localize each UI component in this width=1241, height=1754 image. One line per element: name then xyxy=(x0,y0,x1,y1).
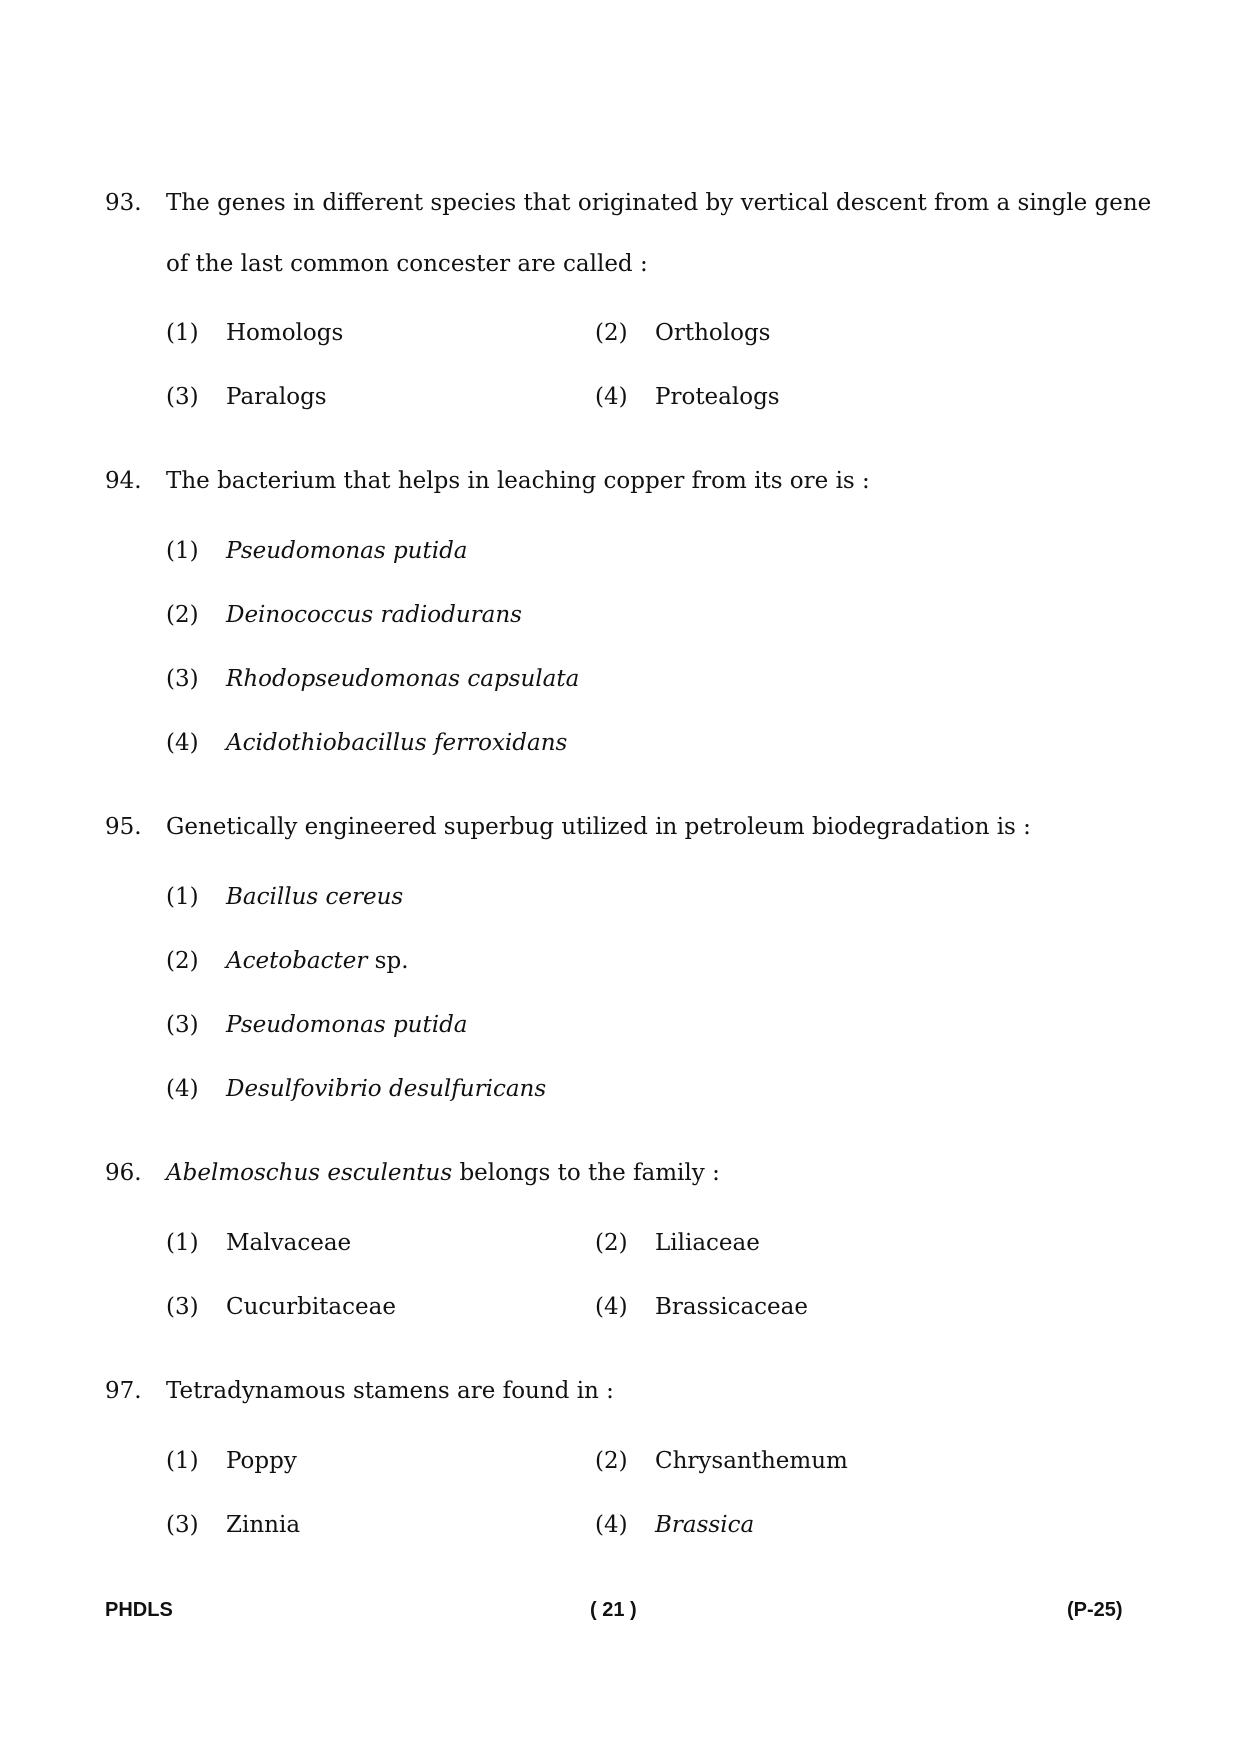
footer-paper-code: (P-25) xyxy=(1067,1599,1123,1621)
option-number: (4) xyxy=(595,384,628,410)
option-text: Brassicaceae xyxy=(655,1294,808,1320)
option-text-italic: Acetobacter xyxy=(226,948,368,974)
question-stem: Genetically engineered superbug utilized in petroleum biodegradation is : xyxy=(166,814,1031,840)
question-stem-rest: belongs to the family : xyxy=(452,1160,720,1186)
option-text: Rhodopseudomonas capsulata xyxy=(226,666,580,692)
question-number: 95. xyxy=(105,814,142,840)
option-text: Paralogs xyxy=(226,384,327,410)
question-number: 97. xyxy=(105,1378,142,1404)
option-number: (2) xyxy=(166,948,199,974)
footer-code: PHDLS xyxy=(105,1599,173,1621)
option-text: Liliaceae xyxy=(655,1230,760,1256)
option-text: Homologs xyxy=(226,320,344,346)
option-number: (3) xyxy=(166,1512,199,1538)
option-text-suffix: sp. xyxy=(367,948,409,974)
option-text: Malvaceae xyxy=(226,1230,352,1256)
option-number: (4) xyxy=(166,1076,199,1102)
question-number: 96. xyxy=(105,1160,142,1186)
question-stem: Tetradynamous stamens are found in : xyxy=(166,1378,614,1404)
question-stem-continued: of the last common concester are called : xyxy=(166,251,648,277)
option-text: Brassica xyxy=(655,1512,755,1538)
option-text: Chrysanthemum xyxy=(655,1448,848,1474)
option-number: (1) xyxy=(166,538,199,564)
option-number: (4) xyxy=(595,1512,628,1538)
page-number: ( 21 ) xyxy=(590,1599,637,1621)
option-text: Pseudomonas putida xyxy=(226,1012,468,1038)
question-stem xyxy=(166,1162,720,1185)
option-text: Acidothiobacillus ferroxidans xyxy=(226,730,568,756)
question-stem-italic: Abelmoschus esculentus xyxy=(166,1160,453,1186)
option-number: (1) xyxy=(166,1230,199,1256)
option-number: (1) xyxy=(166,884,199,910)
option-number: (2) xyxy=(166,602,199,628)
option-number: (2) xyxy=(595,1230,628,1256)
option-text: Pseudomonas putida xyxy=(226,538,468,564)
option-number: (1) xyxy=(166,1448,199,1474)
option-text xyxy=(226,950,409,973)
option-number: (3) xyxy=(166,1294,199,1320)
option-number: (2) xyxy=(595,320,628,346)
option-number: (3) xyxy=(166,1012,199,1038)
question-number: 93. xyxy=(105,190,142,216)
option-number: (3) xyxy=(166,384,199,410)
option-number: (3) xyxy=(166,666,199,692)
option-text: Zinnia xyxy=(226,1512,301,1538)
question-stem: The genes in different species that originated by vertical descent from a single gene xyxy=(166,190,1152,216)
option-text: Protealogs xyxy=(655,384,780,410)
question-number: 94. xyxy=(105,468,142,494)
option-number: (1) xyxy=(166,320,199,346)
option-text: Deinococcus radiodurans xyxy=(226,602,522,628)
option-text: Orthologs xyxy=(655,320,771,346)
option-number: (2) xyxy=(595,1448,628,1474)
option-text: Poppy xyxy=(226,1448,297,1474)
option-text: Desulfovibrio desulfuricans xyxy=(226,1076,547,1102)
question-stem: The bacterium that helps in leaching copper from its ore is : xyxy=(166,468,870,494)
option-number: (4) xyxy=(595,1294,628,1320)
option-text: Cucurbitaceae xyxy=(226,1294,396,1320)
option-text: Bacillus cereus xyxy=(226,884,404,910)
option-number: (4) xyxy=(166,730,199,756)
